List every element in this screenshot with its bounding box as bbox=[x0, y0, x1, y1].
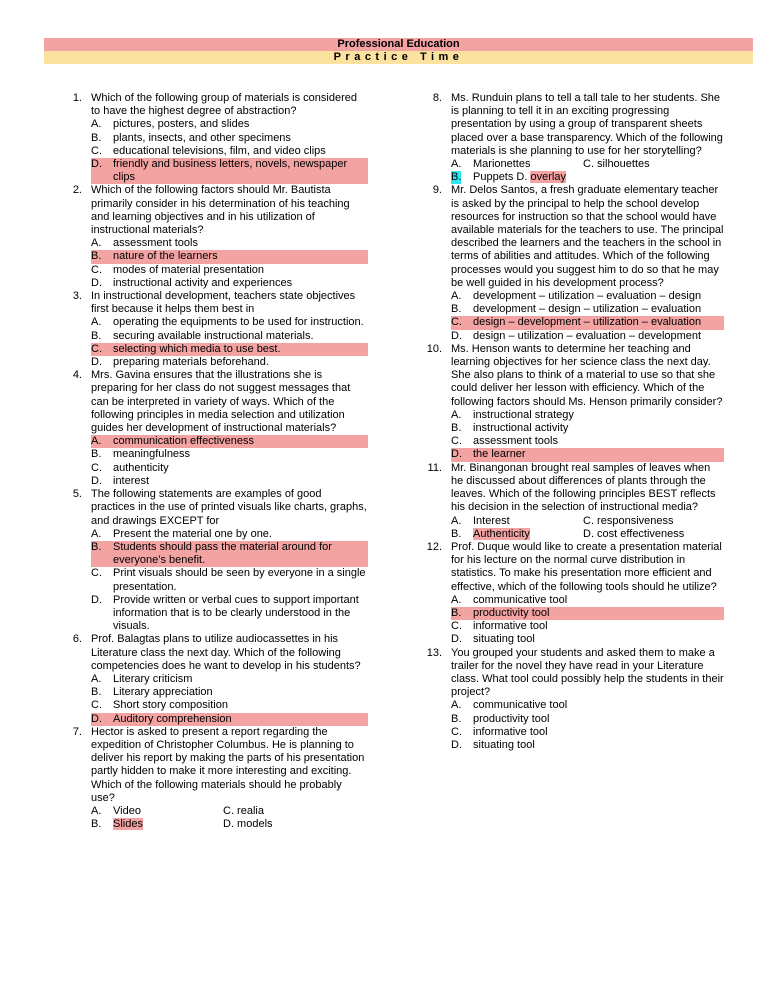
question-13 bbox=[420, 647, 724, 753]
question-5 bbox=[60, 488, 368, 633]
question-number: 13. bbox=[426, 646, 442, 659]
option-c: C. educational televisions, film, and video clips bbox=[91, 144, 326, 157]
question-12 bbox=[420, 541, 724, 647]
question-text: The following statements are examples of good practices in the use of printed visuals like charts, graphs, and drawings EXCEPT for bbox=[91, 488, 367, 527]
question-number: 4. bbox=[72, 369, 82, 382]
option-a: A. assessment tools bbox=[91, 237, 198, 250]
question-number: 5. bbox=[72, 488, 82, 501]
question-text: Hector is asked to present a report regarding the expedition of Christopher Columbus. He is planning to deliver his report by making the parts of his presentation partly hidden to make it more interesting and exciting. Which of the following materials should he probably use? bbox=[91, 725, 365, 804]
option-b: B. development – design – utilization – evaluation bbox=[451, 303, 702, 316]
option-b: B. productivity tool bbox=[451, 712, 550, 725]
option-row-1: A. Marionettes C. silhouettes bbox=[451, 158, 650, 171]
option-row-2: B. Authenticity D. cost effectiveness bbox=[451, 527, 685, 540]
option-d-answer: D. friendly and business letters, novels, newspaper clips bbox=[91, 158, 368, 184]
option-a: A. pictures, posters, and slides bbox=[91, 118, 250, 131]
question-text: Mr. Binangonan brought real samples of leaves when he discussed about differences of plants through the leaves. Which of the following principles BEST reflects his decision in the selection of instructional media? bbox=[451, 461, 716, 514]
question-9 bbox=[420, 184, 724, 342]
option-row-1: A. Interest C. responsiveness bbox=[451, 514, 674, 527]
question-number: 10. bbox=[426, 342, 442, 355]
question-number: 2. bbox=[72, 184, 82, 197]
option-b: B. plants, insects, and other specimens bbox=[91, 131, 291, 144]
option-d: D. situating tool bbox=[451, 633, 535, 646]
question-text: Ms. Runduin plans to tell a tall tale to her students. She is planning to tell it in an exciting progressing presentation by using a group of transparent sheets placed over a base transparency. Which of the following materials is she planning to use for her storytelling? bbox=[451, 92, 723, 157]
option-d: D. design – utilization – evaluation – development bbox=[451, 329, 702, 342]
option-a: A. development – utilization – evaluation – design bbox=[451, 290, 702, 303]
question-10 bbox=[420, 343, 724, 462]
option-b-answer: B. nature of the learners bbox=[91, 250, 368, 263]
option-a: A. communicative tool bbox=[451, 699, 568, 712]
option-d-answer: D. the learner bbox=[451, 448, 724, 461]
option-c-answer: C. selecting which media to use best. bbox=[91, 343, 368, 356]
option-d: D. interest bbox=[91, 474, 150, 487]
question-7 bbox=[60, 726, 368, 832]
question-number: 3. bbox=[72, 290, 82, 303]
right-column bbox=[420, 92, 724, 752]
doc-subtitle: Practice Time bbox=[44, 51, 753, 64]
letter-highlight: B. bbox=[451, 171, 462, 184]
option-d: D. preparing materials beforehand. bbox=[91, 356, 269, 369]
question-8 bbox=[420, 92, 724, 184]
question-number: 1. bbox=[72, 92, 82, 104]
answer-highlight: Authenticity bbox=[473, 527, 530, 540]
option-c: C. assessment tools bbox=[451, 435, 558, 448]
option-a: A. communicative tool bbox=[451, 593, 568, 606]
question-text: Which of the following factors should Mr. Bautista primarily consider in his determination of his teaching and learning objectives and in his utilization of instructional materials? bbox=[91, 184, 350, 237]
question-number: 12. bbox=[426, 540, 442, 553]
option-c-answer: C. design – development – utilization – evaluation bbox=[451, 316, 724, 329]
question-text: Mrs. Gavina ensures that the illustrations she is preparing for her class do not suggest messages that can be interpreted in variety of ways. Which of the following principles in media selection and utilization guides her development of instructional materials? bbox=[91, 369, 351, 435]
option-a: A. operating the equipments to be used for instruction. bbox=[91, 316, 364, 329]
option-c: C. Short story composition bbox=[91, 699, 228, 712]
option-a: A. Literary criticism bbox=[91, 672, 193, 685]
option-c: C. informative tool bbox=[451, 620, 548, 633]
question-text: Mr. Delos Santos, a fresh graduate elementary teacher is asked by the principal to help the school develop resources for instruction so that the school would have available materials for the teachers to use. The principal described the learners and the teachers in the school in terms of abilities and attitudes. Which of the following processes would you suggest him to do so that he may be well guided in his development process? bbox=[451, 184, 724, 289]
option-c: C. informative tool bbox=[451, 725, 548, 738]
question-text: In instructional development, teachers state objectives first because it helps them best in bbox=[91, 290, 356, 316]
answer-highlight: overlay bbox=[530, 171, 566, 184]
question-11 bbox=[420, 462, 724, 541]
option-a-answer: A. communication effectiveness bbox=[91, 435, 368, 448]
option-b: B. securing available instructional materials. bbox=[91, 329, 314, 342]
option-d: D. Provide written or verbal cues to support important information that is to be clearly understood in the visuals. bbox=[91, 593, 359, 633]
left-column bbox=[60, 92, 368, 831]
question-text: Which of the following group of materials is considered to have the highest degree of abstraction? bbox=[91, 92, 357, 118]
option-c: C. modes of material presentation bbox=[91, 263, 265, 276]
option-d: D. instructional activity and experiences bbox=[91, 276, 293, 289]
question-number: 8. bbox=[432, 92, 442, 104]
doc-title: Professional Education bbox=[44, 38, 753, 51]
question-1 bbox=[60, 92, 368, 184]
question-number: 11. bbox=[427, 461, 442, 474]
question-number: 7. bbox=[72, 725, 82, 738]
option-b: B. meaningfulness bbox=[91, 448, 191, 461]
question-3 bbox=[60, 290, 368, 369]
option-b: B. instructional activity bbox=[451, 422, 569, 435]
option-a: A. instructional strategy bbox=[451, 408, 574, 421]
question-number: 6. bbox=[72, 633, 82, 646]
option-c: C. Print visuals should be seen by everyone in a single presentation. bbox=[91, 567, 366, 593]
option-a: A. Present the material one by one. bbox=[91, 527, 272, 540]
question-text: Prof. Duque would like to create a presentation material for his lecture on the normal curve distribution in statistics. To make his presentation more efficient and effective, which of the following tools should he utilize? bbox=[451, 540, 722, 593]
option-d-answer: D. Auditory comprehension bbox=[91, 713, 368, 726]
option-b: B. Literary appreciation bbox=[91, 686, 213, 699]
question-4 bbox=[60, 369, 368, 488]
question-6 bbox=[60, 633, 368, 725]
option-row-1: A. Video C. realia bbox=[91, 804, 264, 817]
question-2 bbox=[60, 184, 368, 290]
option-d: D. situating tool bbox=[451, 738, 535, 751]
answer-highlight: Slides bbox=[113, 818, 143, 831]
question-text: You grouped your students and asked them to make a trailer for the novel they have read in your Literature class. What tool could possibly help the students in their project? bbox=[451, 646, 724, 699]
question-text: Ms. Henson wants to determine her teaching and learning objectives for her science class the next day. She also plans to think of a material to use so that she could deliver her lesson with efficiency. Which of the following factors should Ms. Henson primarily consider? bbox=[451, 342, 723, 408]
option-c: C. authenticity bbox=[91, 461, 169, 474]
option-row-2: B. Puppets D. overlay bbox=[451, 171, 566, 184]
question-text: Prof. Balagtas plans to utilize audiocassettes in his Literature class the next day. Which of the following competencies does he want to develop in his students? bbox=[91, 633, 361, 672]
option-b-answer: B. productivity tool bbox=[451, 607, 724, 620]
option-row-2: B. Slides D. models bbox=[91, 818, 273, 831]
question-number: 9. bbox=[432, 184, 442, 197]
option-b-answer: B. Students should pass the material around for everyone’s benefit. bbox=[91, 541, 368, 567]
